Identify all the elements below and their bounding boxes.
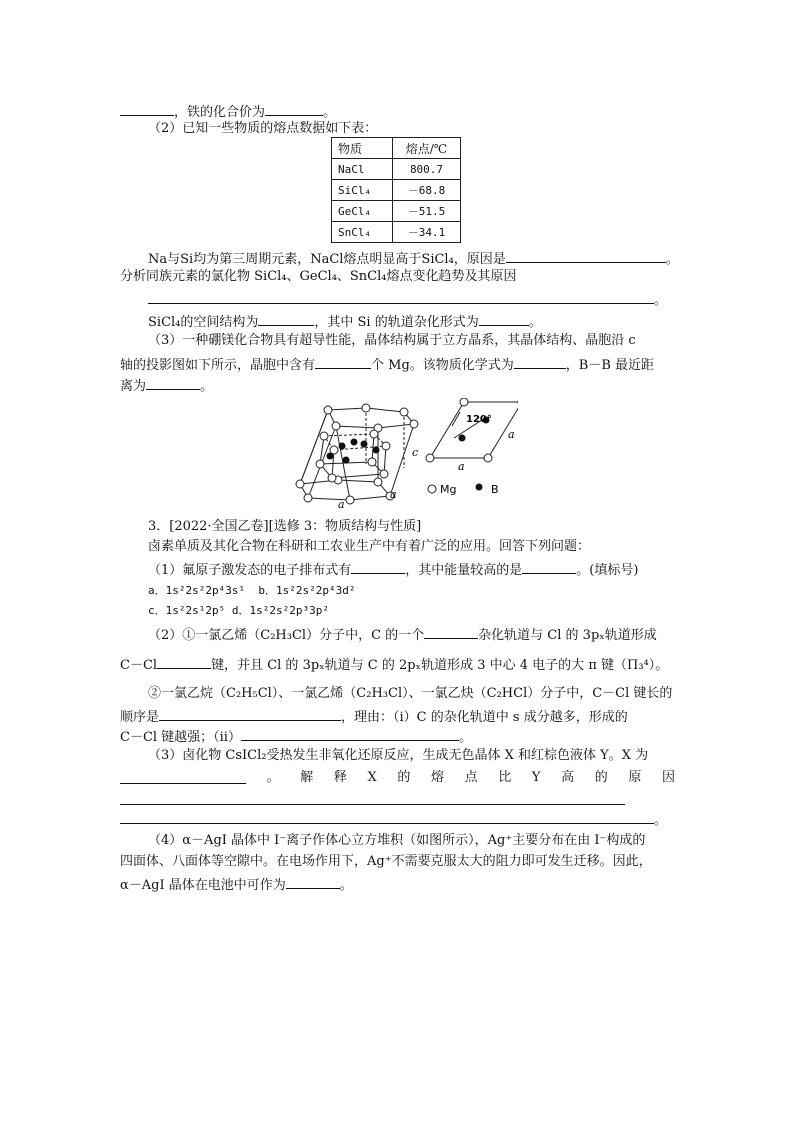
s3-q3-answer-line1 <box>120 791 625 810</box>
axis-label-a: a <box>390 488 397 501</box>
s3-q2-line2: C－Cl 键，并且 Cl 的 3pₓ轨道与 C 的 2pₓ轨道形成 3 中心 4 电子的大 π 键（Π₃⁴）。 <box>120 655 668 674</box>
s3-q4-line2: 四面体、八面体等空隙中。在电场作用下，Ag⁺不需要克服太大的阻力即可发生迁移。因此， <box>120 854 652 869</box>
answer-blank[interactable] <box>148 290 654 304</box>
answer-blank[interactable] <box>315 355 371 369</box>
q2-trend-question: 分析同族元素的氯化物 SiCl₄、GeCl₄、SnCl₄熔点变化趋势及其原因 <box>120 269 517 284</box>
line-iron-valence: ，铁的化合价为 。 <box>120 102 336 121</box>
s3-q1-options-ab: a．1s²2s²2p⁴3s¹ b．1s²2s²2p⁴3d² <box>148 584 356 597</box>
mgb2-crystal-figure <box>286 398 518 508</box>
unit-cell-wireframe <box>300 408 414 500</box>
figure-legend <box>428 483 499 496</box>
s3-q2-reason-ii: C－Cl 键越强；（ⅱ） 。 <box>120 727 472 746</box>
table-header: 物质 <box>332 138 393 159</box>
answer-blank[interactable] <box>157 655 211 669</box>
answer-blank[interactable] <box>424 625 478 639</box>
q3-intro: （3）一种硼镁化合物具有超导性能，晶体结构属于立方晶系，其晶体结构、晶胞沿 c <box>148 333 636 348</box>
table-row: GeCl₄ －51.5 <box>332 201 461 222</box>
answer-blank[interactable] <box>120 791 625 805</box>
s3-q2-line1: （2）①一氯乙烯（C₂H₃Cl）分子中，C 的一个 杂化轨道与 Cl 的 3pₓ轨道形成 <box>148 625 657 644</box>
proj-label-a: a <box>458 460 465 473</box>
legend-b: B <box>491 483 499 496</box>
s3-q3-intro: （3）卤化物 CsICl₂受热发生非氧化还原反应，生成无色晶体 X 和红棕色液体 Y。X 为 <box>148 748 649 763</box>
answer-blank[interactable] <box>514 355 566 369</box>
answer-blank[interactable] <box>506 249 666 263</box>
section-3-intro: 卤素单质及其化合物在科研和工农业生产中有着广泛的应用。回答下列问题： <box>148 539 591 554</box>
axis-label-a: a <box>338 498 345 508</box>
table-row: NaCl 800.7 <box>332 159 461 180</box>
answer-blank[interactable] <box>120 770 246 784</box>
melting-point-table <box>331 137 461 243</box>
s3-q1: （1）氟原子激发态的电子排布式有 ，其中能量较高的是 。(填标号) <box>148 560 638 579</box>
s3-q3-explain-line <box>120 770 675 786</box>
s3-q4-line3: α－AgI 晶体在电池中可作为 。 <box>120 875 353 894</box>
answer-blank[interactable] <box>146 376 200 390</box>
answer-blank[interactable] <box>120 102 174 116</box>
answer-blank[interactable] <box>241 727 459 741</box>
section-3-title: 3．[2022·全国乙卷][选修 3：物质结构与性质] <box>148 519 422 534</box>
mg-atoms <box>296 404 418 504</box>
q2-sicl4-structure: SiCl₄的空间结构为 ，其中 Si 的轨道杂化形式为 。 <box>148 312 542 331</box>
s3-q2-order-answer: 顺序是 ，理由：（ⅰ）C 的杂化轨道中 s 成分越多，形成的 <box>120 707 628 726</box>
answer-blank[interactable] <box>286 875 340 889</box>
q2-intro: （2）已知一些物质的熔点数据如下表： <box>148 121 378 136</box>
table-row: SnCl₄ －34.1 <box>332 222 461 243</box>
s3-q1-options-cd: c．1s²2s¹2p⁵ d．1s²2s²2p³3p² <box>148 604 329 617</box>
table-row: SiCl₄ －68.8 <box>332 180 461 201</box>
table-header: 熔点/℃ <box>393 138 461 159</box>
answer-blank[interactable] <box>258 312 314 326</box>
legend-mg: Mg <box>440 483 457 496</box>
answer-blank[interactable] <box>522 560 576 574</box>
q2-nacl-reason: Na与Si均为第三周期元素，NaCl熔点明显高于SiCl₄，原因是 。 <box>148 249 679 268</box>
proj-label-a: a <box>508 428 515 441</box>
q3-question-line: 轴的投影图如下所示，晶胞中含有 个 Mg。该物质化学式为 ，B－B 最近距 <box>120 355 654 374</box>
justified-text: 。 解 释 X 的 熔 点 比 Y 高 的 原 因 <box>120 770 675 786</box>
projection-diagram <box>426 398 518 473</box>
q2-trend-answer-line: 。 <box>148 290 667 309</box>
answer-blank[interactable] <box>351 560 405 574</box>
axis-label-c: c <box>412 446 419 459</box>
answer-blank[interactable] <box>159 707 341 721</box>
answer-blank[interactable] <box>479 312 529 326</box>
answer-blank[interactable] <box>120 810 654 824</box>
angle-label: 120° <box>466 414 492 425</box>
q3-distance-line: 离为 。 <box>120 376 213 395</box>
s3-q2-bond-order: ②一氯乙烷（C₂H₅Cl）、一氯乙烯（C₂H₃Cl）、一氯乙炔（C₂HCl）分子中，C－Cl 键长的 <box>148 686 673 701</box>
s3-q4-line1: （4）α－AgI 晶体中 I⁻离子作体心立方堆积（如图所示），Ag⁺主要分布在由 I⁻构成的 <box>148 833 646 848</box>
answer-blank[interactable] <box>265 102 323 116</box>
s3-q3-answer-line2: 。 <box>120 810 667 829</box>
